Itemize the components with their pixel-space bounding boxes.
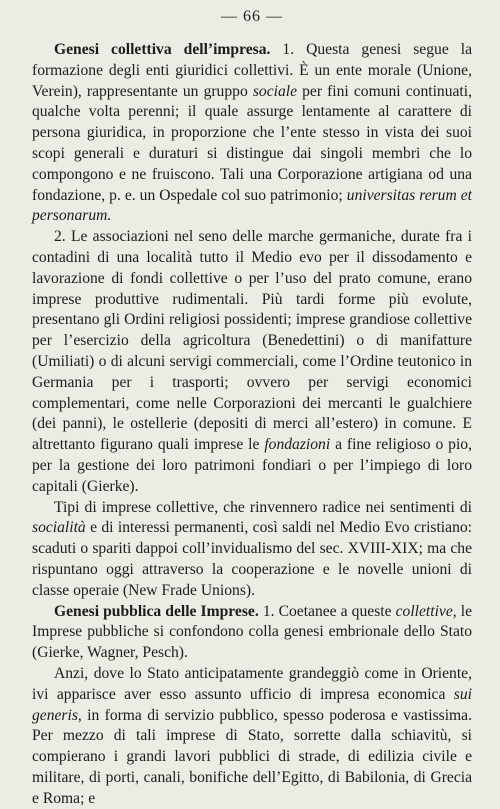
italic-text: sociale [252,82,298,100]
italic-text: sui generis, [32,685,472,724]
paragraph-stato-oriente [32,664,472,809]
body-text: per fini comuni continuati, qualche volta perenni; il quale assurge lentamente al carattere di persona giuridica, in proporzione che l’ente stesso in vista dei suoi scopi generali e duraturi si distingue dai singoli membri che lo compongono e ne fruiscono. Tali una Corporazione artigiana od una fondazione, p. e. un Ospedale col suo patrimonio; [32,82,472,204]
page-number: — 66 — [221,8,283,25]
body-text: e di interessi permanenti, così saldi nel Medio Evo cristiano: scaduti o spariti dappoi coll’invidualismo del sec. XVIII-XIX; ma che rispuntano oggi attraverso la cooperazione e le novelle unioni di classe operaie (New Frade Unions). [32,519,472,599]
body-text: Anzi, dove lo Stato anticipatamente grandeggiò come in Oriente, ivi apparisce aver esso assunto ufficio di impresa economica [32,664,472,703]
body-text: a fine religioso o pio, per la gestione dei loro patrimoni fondiari o per l’impiego di loro capitali (Gierke). [32,436,472,495]
paragraph-genesi-pubblica [32,602,472,664]
body-text: le Imprese pubbliche si confondono colla genesi embrionale dello Stato (Gierke, Wagner, Pesch). [32,602,472,662]
italic-text: socialità [32,519,86,537]
paragraph-tipi-imprese [32,498,472,602]
italic-text: collettive, [395,602,457,620]
section-heading: Genesi collettiva dell’impresa. [54,41,271,58]
section-heading: Genesi pubblica delle Imprese. [54,602,259,620]
body-text: 2. Le associazioni nel seno delle marche germaniche, durate fra i contadini di una località tutto il Medio evo per il dissodamento e lavorazione di fondi collettive o per l’uso del prato comune, erano imprese produttive rudimentali. Più tardi forme più evolute, presentano gli Ordini religiosi possidenti; imprese grandiose collettive per l’esercizio della agricoltura (Benedettini) o di manifatture (Umiliati) o di alcuni servigi commerciali, come l’Ordine teutonico in Germania per i trasporti; ovvero per servigi economici complementari, come nelle Corporazioni dei mercanti le gualchiere (dei panni), le ostellerie (depositi di merci all’estero) in comune. E altrettanto figurano quali imprese le [32,228,472,454]
italic-text: fondazioni [264,436,331,454]
paragraph-associazioni [32,227,472,497]
italic-text: universitas rerum et personarum. [32,186,472,225]
body-text: 1. Coetanee a queste [258,602,396,620]
body-text: Tipi di imprese collettive, che rinvennero radice nei sentimenti di [54,498,472,516]
body-text: 1. Questa genesi segue la formazione degli enti giuridici collettivi. È un ente morale (Unione, Verein), rappresentante un gruppo [32,41,472,100]
paragraph-genesi-collettiva [32,40,472,227]
body-text: in forma di servizio pubblico, spesso poderosa e vastissima. Per mezzo di tali imprese di Stato, sorrette dalla schiavitù, si compierano i grandi lavori pubblici di strade, di edilizia civile e militare, di porti, canali, bonifiche dell’Egitto, di Babilonia, di Grecia e Roma; e [32,706,472,807]
